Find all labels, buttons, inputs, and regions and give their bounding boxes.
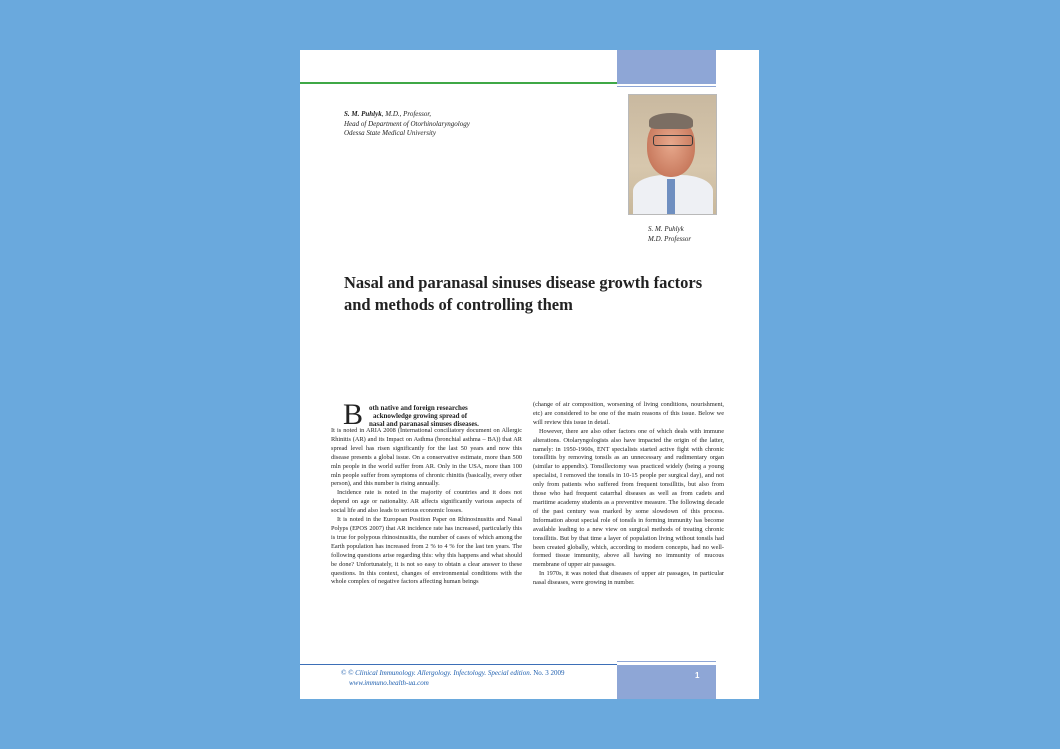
- body-paragraph: (change of air composition, worsening of living conditions, nourishment, etc) are considered to be one of the main reasons of this issue. Below we will review this issue in detail.: [533, 401, 724, 426]
- caption-degree: M.D. Professor: [648, 234, 692, 243]
- document-page: [300, 50, 759, 699]
- lead-line-2: acknowledge growing spread of: [373, 412, 468, 420]
- lead-text: [369, 404, 519, 428]
- journal-footer: [341, 668, 616, 688]
- body-column-left: [331, 398, 522, 587]
- lead-line-3: nasal and paranasal sinuses diseases.: [369, 420, 479, 428]
- footer-block-rule: [617, 661, 716, 662]
- caption-name: S. M. Puhlyk: [648, 225, 684, 233]
- author-name: S. M. Puhlyk: [344, 110, 382, 118]
- photo-tie: [667, 179, 675, 215]
- body-paragraph: However, there are also other factors one of which deals with immune alterations. Otolaryngologists also have impacted the origin of the latter, namely: in 1950-1960s, ENT specialists started active fight with chronic tonsillitis by removing tonsils as an unnecessary and rudimentary organ (similar to appendix). Tonsillectomy was practiced widely (being a young specialist, I removed the tonsils in 10-15 people per surgical day), and not only from patients who suffered from frequent tonsillitis, but also from those who had frequent catarrhal diseases as well as from cadets and maritime academy students as a preventive measure. The following decade of the past century was marked by some slowdown of this process. Information about special role of tonsils in forming immunity has become available leading to a new view on surgical methods of treating chronic tonsillitis. But by that time a layer of population living without tonsils had been created globally, which, according to modern concepts, had no well-formed tissue immunity, above all having no immunity of mucous membrane of upper air passages.: [533, 427, 724, 569]
- drop-cap: B: [343, 398, 364, 431]
- author-block: [344, 110, 544, 139]
- footer-rule: [300, 664, 617, 665]
- journal-url[interactable]: www.immuno.health-ua.com: [349, 679, 429, 687]
- journal-issue: No. 3 2009: [531, 669, 565, 677]
- article-title: Nasal and paranasal sinuses disease growth factors and methods of controlling them: [344, 273, 703, 314]
- author-university: Odessa State Medical University: [344, 129, 436, 137]
- body-paragraph: Incidence rate is noted in the majority of countries and it does not depend on age or nationality. AR affects significantly various aspects of social life and also leads to serious economic losses.: [331, 489, 522, 515]
- author-position: Head of Department of Otorhinolaryngology: [344, 119, 470, 128]
- photo-glasses: [653, 135, 693, 146]
- journal-name: © © Clinical Immunology. Allergology. Infectology. Special edition.: [341, 669, 532, 677]
- header-blue-rule: [617, 86, 716, 87]
- lead-line-1: oth native and foreign researches: [369, 404, 468, 412]
- author-photo: [628, 94, 717, 215]
- header-blue-block: [617, 50, 716, 84]
- body-paragraph: It is noted in ARIA 2008 (International conciliatory document on Allergic Rhinitis (AR) and its Impact on Asthma (bronchial asthma – BA)) that AR spread level has risen significantly for the last 50 years and now this disease presents a global issue. On a conservative estimate, more than 500 mln people in the world suffer from AR. Only in the USA, more than 100 mln people suffer from symptoms of chronic rhinitis (basically, every other person), and this number is rising annually.: [331, 427, 522, 488]
- author-degree: , M.D., Professor,: [381, 110, 432, 118]
- body-paragraph: In 1970s, it was noted that diseases of upper air passages, in particular nasal diseases, were growing in number.: [533, 570, 724, 587]
- lead-paragraph: [331, 398, 522, 431]
- photo-caption: [648, 225, 718, 244]
- page-number: 1: [695, 671, 700, 680]
- header-green-rule: [300, 82, 617, 84]
- body-column-right: [533, 401, 724, 588]
- photo-hair: [649, 113, 693, 129]
- body-paragraph: It is noted in the European Position Paper on Rhinosinusitis and Nasal Polyps (EPOS 2007) that AR incidence rate has increased, particularly this is true for polypous rhinosinusitis, the number of cases of which among the Earth population has increased from 2 % to 4 % for the last ten years. The following questions arise regarding this: why this happens and what should be done? Unfortunately, it is not so easy to obtain a clear answer to these questions. In this context, changes of environmental conditions with the whole complex of negative factors affecting human beings: [331, 516, 522, 586]
